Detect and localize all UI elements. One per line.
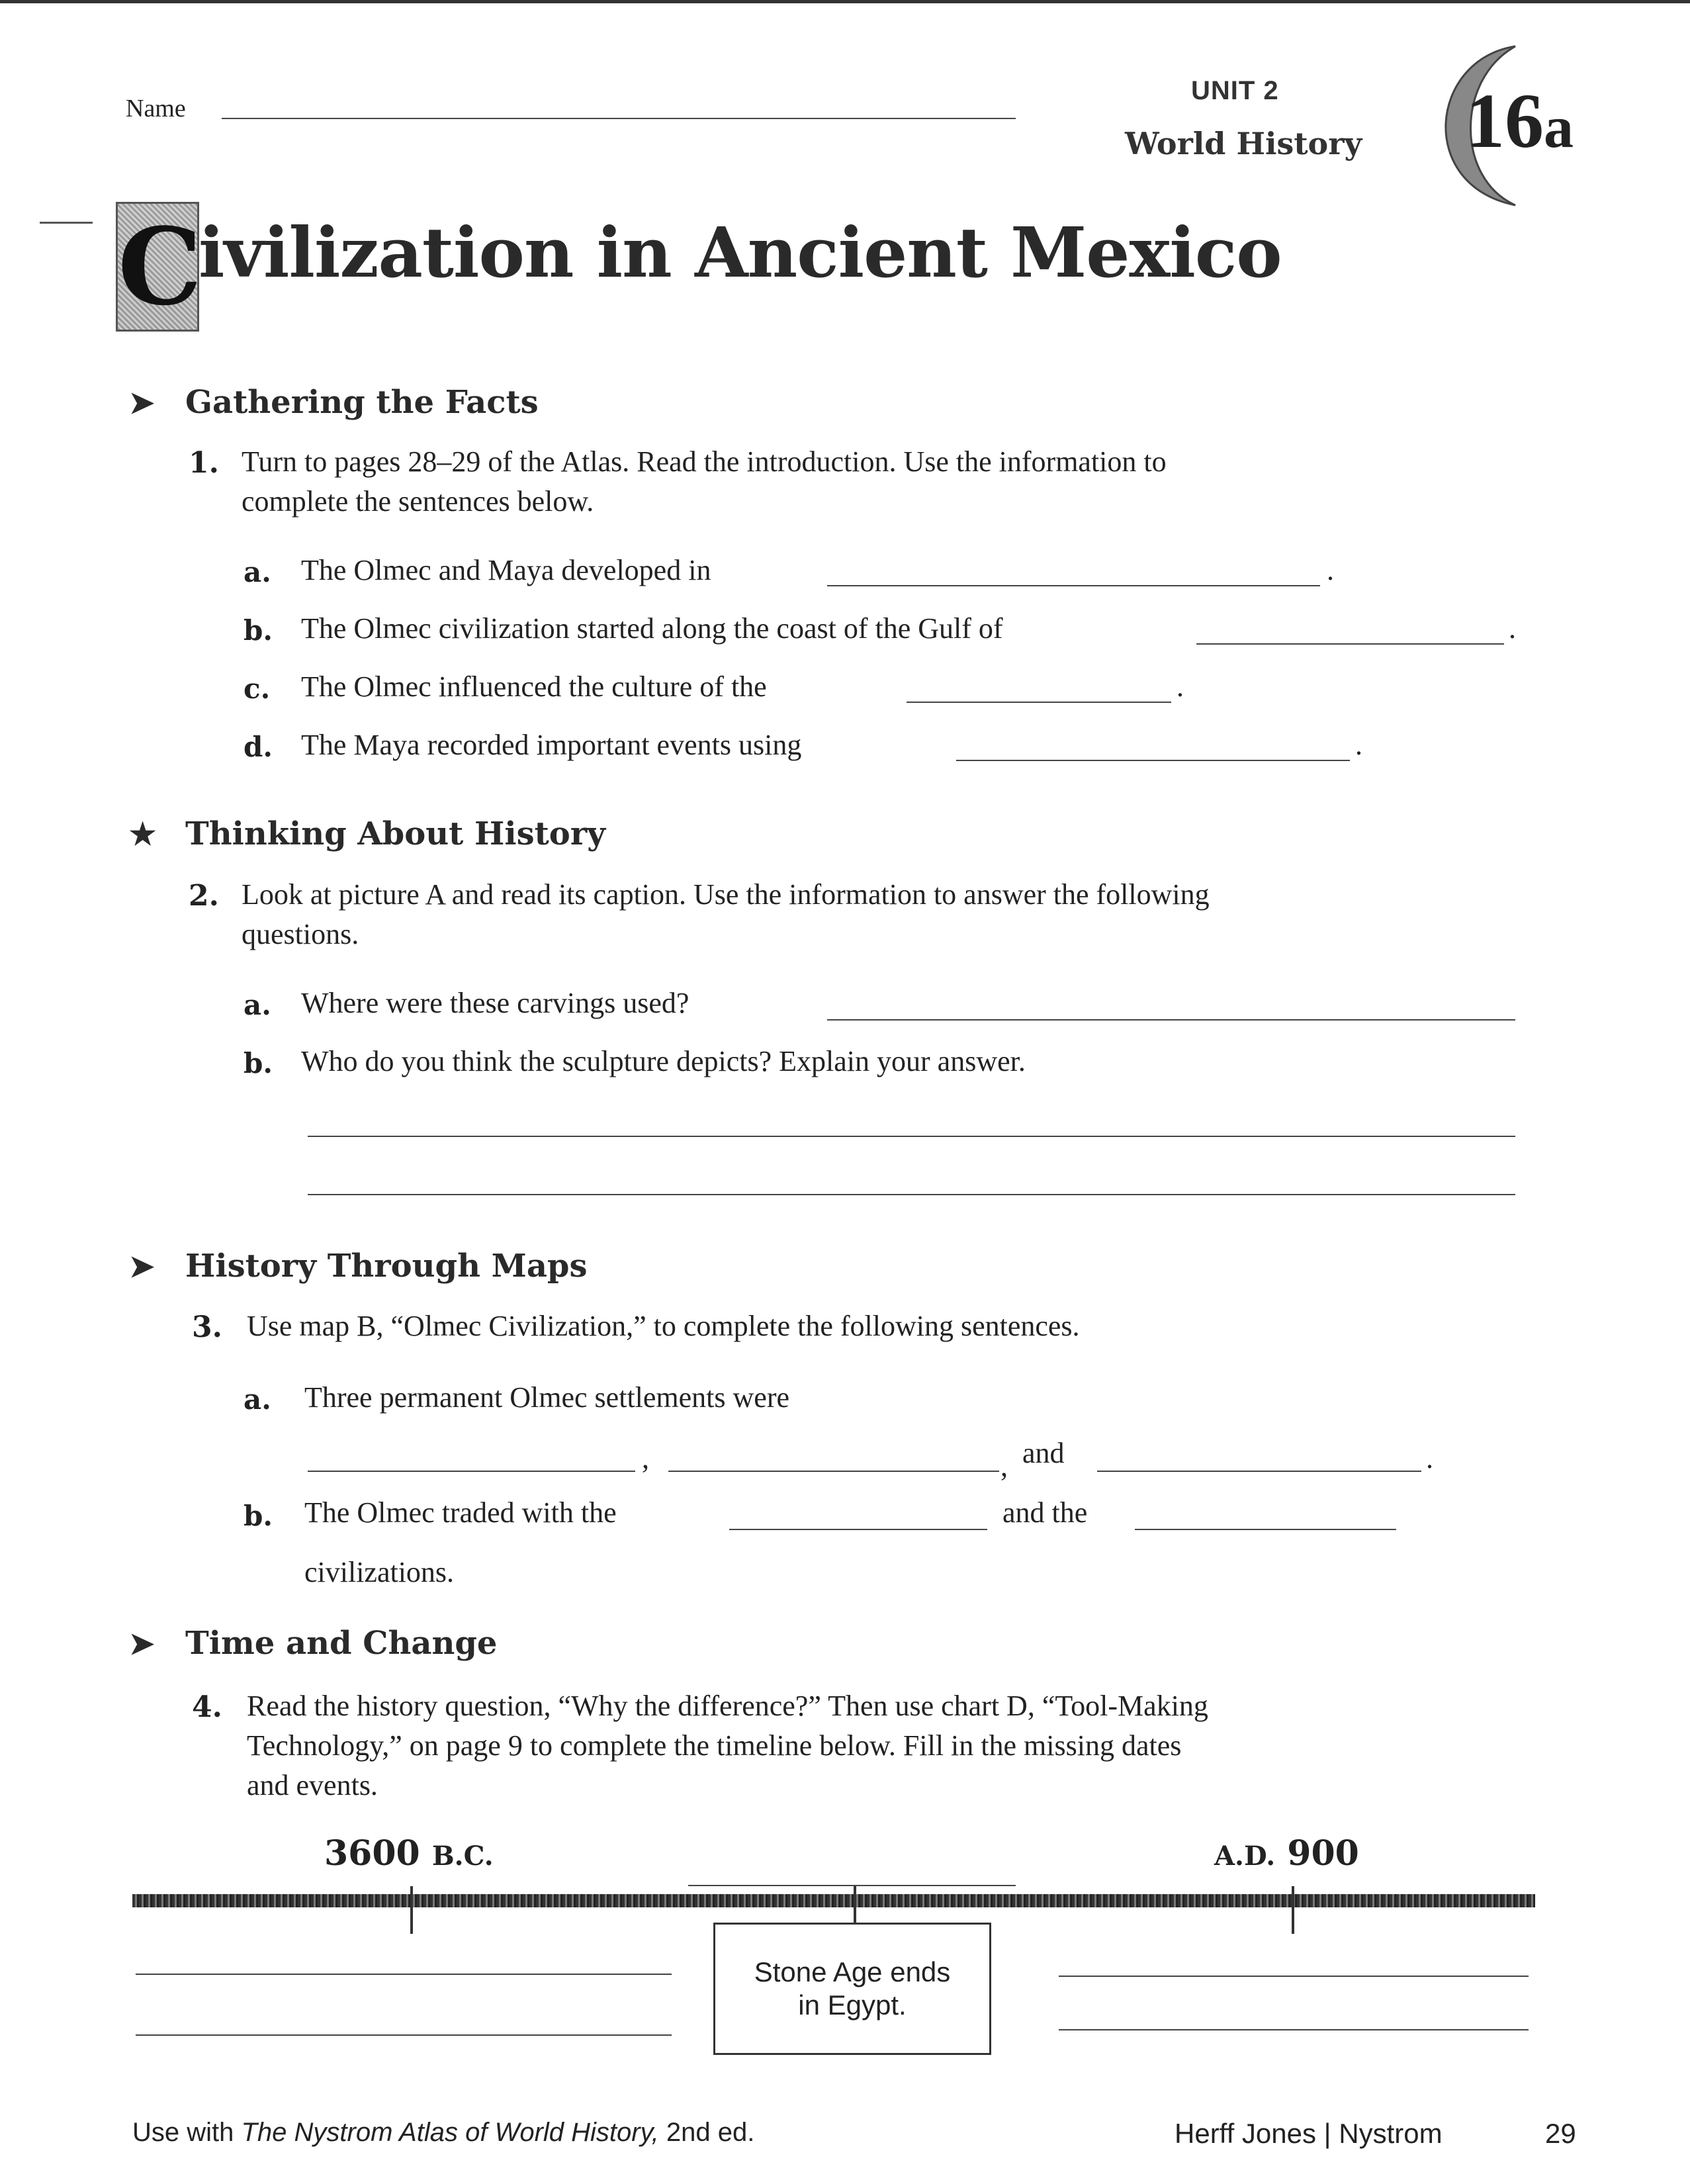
item-1d-end: . xyxy=(1355,729,1362,761)
section-heading-text: Time and Change xyxy=(185,1625,498,1662)
answer-line-1d[interactable] xyxy=(956,760,1350,761)
item-1a-letter: a. xyxy=(244,556,271,588)
lesson-number xyxy=(1466,76,1574,166)
subject-label: World History xyxy=(1125,126,1362,161)
footer-source xyxy=(132,2118,754,2148)
page-title: ivilization in Ancient Mexico xyxy=(199,212,1282,293)
section-heading-thinking-history xyxy=(129,815,605,852)
section-heading-time-change xyxy=(129,1625,497,1662)
answer-line-1a[interactable] xyxy=(827,585,1320,586)
item-3b-letter: b. xyxy=(244,1500,273,1532)
title-rule-left xyxy=(40,222,93,224)
answer-line-3a-3[interactable] xyxy=(1097,1471,1421,1472)
footer-book-title: The Nystrom Atlas of World History, xyxy=(241,2118,659,2147)
question-4-line-3: and events. xyxy=(247,1769,378,1801)
timeline-answer-line-left-1[interactable] xyxy=(136,1974,672,1975)
item-1b-text: The Olmec civilization started along the coast of the Gulf of xyxy=(301,612,1003,645)
star-icon: ★ xyxy=(129,816,157,852)
question-4-text xyxy=(247,1686,1208,1805)
question-2-line-2: questions. xyxy=(242,918,359,950)
lesson-number-suffix: a xyxy=(1544,95,1574,160)
item-1d-text: The Maya recorded important events using xyxy=(301,729,802,761)
page-top-border xyxy=(0,0,1690,3)
item-1d-letter: d. xyxy=(244,731,273,763)
section-heading-text: Thinking About History xyxy=(185,815,605,852)
item-1b-letter: b. xyxy=(244,614,273,647)
question-4-number: 4. xyxy=(192,1690,222,1724)
timeline-event-line-2: in Egypt. xyxy=(798,1989,907,2021)
timeline-event-line-1: Stone Age ends xyxy=(754,1956,951,1987)
section-heading-text: Gathering the Facts xyxy=(185,384,539,421)
answer-line-3a-1[interactable] xyxy=(308,1471,635,1472)
timeline-event-box xyxy=(713,1923,991,2055)
name-label: Name xyxy=(126,95,186,122)
answer-line-2a[interactable] xyxy=(827,1019,1515,1021)
item-2a-letter: a. xyxy=(244,989,271,1021)
timeline-start-year: 3600 xyxy=(324,1833,420,1874)
timeline-tick-start xyxy=(410,1886,413,1934)
question-3-number: 3. xyxy=(192,1310,222,1344)
question-3-text: Use map B, “Olmec Civilization,” to complete the following sentences. xyxy=(247,1310,1080,1342)
timeline-tick-end xyxy=(1292,1886,1294,1934)
unit-label: UNIT 2 xyxy=(1191,76,1279,105)
item-3a-text: Three permanent Olmec settlements were xyxy=(304,1381,790,1414)
question-2-line-1: Look at picture A and read its caption. Use the information to answer the following xyxy=(242,878,1210,911)
timeline-answer-line-right-2[interactable] xyxy=(1059,2029,1529,2030)
answer-line-1b[interactable] xyxy=(1196,643,1504,645)
name-field-line[interactable] xyxy=(222,118,1016,119)
item-1c-text: The Olmec influenced the culture of the xyxy=(301,670,767,703)
answer-line-1c[interactable] xyxy=(907,702,1171,703)
item-3b-text: The Olmec traded with the xyxy=(304,1496,617,1529)
item-2b-text: Who do you think the sculpture depicts? Explain your answer. xyxy=(301,1045,1026,1077)
item-1c-letter: c. xyxy=(244,672,271,705)
timeline-answer-line-left-2[interactable] xyxy=(136,2034,672,2036)
timeline-bar xyxy=(132,1894,1535,1907)
arrow-icon: ➤ xyxy=(129,1248,155,1284)
answer-line-2b-2[interactable] xyxy=(308,1194,1515,1195)
answer-line-3b-2[interactable] xyxy=(1135,1529,1396,1530)
item-1a-text: The Olmec and Maya developed in xyxy=(301,554,711,586)
item-3a-letter: a. xyxy=(244,1383,271,1416)
section-heading-text: History Through Maps xyxy=(185,1248,588,1285)
lesson-number-main: 16 xyxy=(1466,77,1544,164)
timeline-answer-line-right-1[interactable] xyxy=(1059,1976,1529,1977)
timeline-end-year: 900 xyxy=(1287,1833,1359,1874)
timeline-end-era: A.D. xyxy=(1214,1841,1276,1872)
footer-edition: 2nd ed. xyxy=(658,2118,755,2147)
arrow-icon: ➤ xyxy=(129,1625,155,1661)
timeline-tick-middle xyxy=(854,1886,856,1923)
item-1c-end: . xyxy=(1177,670,1184,703)
question-1-text xyxy=(242,442,1167,522)
item-1b-end: . xyxy=(1509,612,1516,645)
item-2a-text: Where were these carvings used? xyxy=(301,987,689,1019)
title-dropcap: C xyxy=(116,202,199,332)
footer-publisher: Herff Jones | Nystrom xyxy=(1175,2118,1443,2149)
answer-line-3b-1[interactable] xyxy=(729,1529,987,1530)
item-1a-end: . xyxy=(1327,554,1334,586)
timeline-start-date xyxy=(324,1833,494,1874)
section-heading-gathering-facts xyxy=(129,384,539,421)
timeline-start-era: B.C. xyxy=(431,1841,494,1872)
question-2-text xyxy=(242,875,1210,954)
item-3a-comma-2: , xyxy=(1001,1450,1008,1482)
page-number: 29 xyxy=(1545,2118,1576,2149)
question-4-line-2: Technology,” on page 9 to complete the timeline below. Fill in the missing dates xyxy=(247,1729,1182,1762)
question-2-number: 2. xyxy=(189,879,219,913)
question-1-line-1: Turn to pages 28–29 of the Atlas. Read the introduction. Use the information to xyxy=(242,445,1167,478)
footer-use-with: Use with xyxy=(132,2118,242,2147)
section-heading-history-maps xyxy=(129,1248,588,1285)
item-3a-and: and xyxy=(1022,1437,1065,1469)
timeline-end-date xyxy=(1214,1833,1359,1874)
item-3a-comma-1: , xyxy=(642,1442,649,1475)
item-2b-letter: b. xyxy=(244,1047,273,1079)
question-4-line-1: Read the history question, “Why the difference?” Then use chart D, “Tool-Making xyxy=(247,1690,1208,1722)
question-1-line-2: complete the sentences below. xyxy=(242,485,594,518)
answer-line-2b-1[interactable] xyxy=(308,1136,1515,1137)
item-3a-end: . xyxy=(1426,1442,1433,1475)
arrow-icon: ➤ xyxy=(129,385,155,420)
timeline-answer-line-top[interactable] xyxy=(688,1885,1016,1886)
question-1-number: 1. xyxy=(189,446,219,480)
answer-line-3a-2[interactable] xyxy=(668,1471,999,1472)
item-3b-and: and the xyxy=(1002,1496,1088,1529)
item-3b-end: civilizations. xyxy=(304,1556,455,1588)
